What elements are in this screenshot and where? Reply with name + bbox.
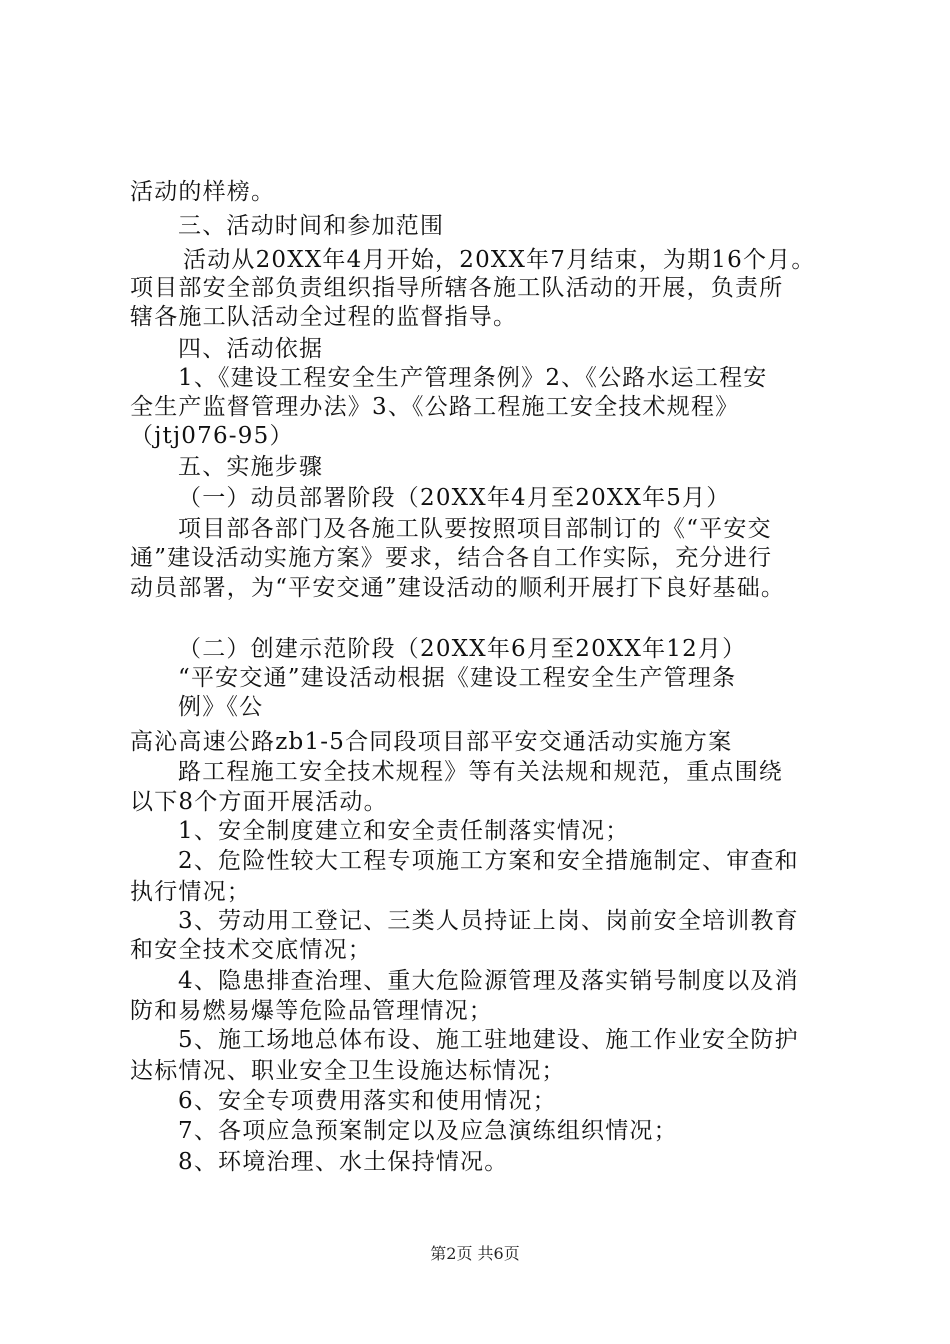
- list-item-continuation: 执行情况；: [130, 879, 251, 905]
- list-item: 8、环境治理、水土保持情况。: [178, 1149, 509, 1175]
- list-item-continuation: 达标情况、职业安全卫生设施达标情况；: [130, 1058, 566, 1084]
- list-item: 1、安全制度建立和安全责任制落实情况；: [178, 818, 630, 844]
- paragraph-line: 项目部安全部负责组织指导所辖各施工队活动的开展，负责所: [130, 275, 784, 301]
- paragraph-line: 路工程施工安全技术规程》等有关法规和规范，重点围绕: [178, 759, 783, 785]
- paragraph-line: 项目部各部门及各施工队要按照项目部制订的《“平安交: [178, 516, 772, 542]
- section-heading: 五、实施步骤: [178, 454, 324, 480]
- paragraph-line: 全生产监督管理办法》3、《公路工程施工安全技术规程》: [130, 394, 740, 420]
- section-heading: 三、活动时间和参加范围: [178, 213, 445, 239]
- paragraph-line: （jtj076-95）: [130, 423, 294, 449]
- paragraph-line: 例》《公: [178, 694, 264, 720]
- subsection-heading: （一）动员部署阶段（20XX年4月至20XX年5月）: [178, 485, 731, 511]
- paragraph-line: 辖各施工队活动全过程的监督指导。: [130, 304, 518, 330]
- paragraph-line: “平安交通”建设活动根据《建设工程安全生产管理条: [178, 665, 737, 691]
- list-item: 3、劳动用工登记、三类人员持证上岗、岗前安全培训教育: [178, 908, 799, 934]
- running-header: 高沁高速公路zb1-5合同段项目部平安交通活动实施方案: [130, 729, 733, 755]
- list-item: 2、危险性较大工程专项施工方案和安全措施制定、审查和: [178, 848, 799, 874]
- list-item: 5、施工场地总体布设、施工驻地建设、施工作业安全防护: [178, 1027, 799, 1053]
- paragraph-line: 动员部署，为“平安交通”建设活动的顺利开展打下良好基础。: [130, 575, 786, 601]
- subsection-heading: （二）创建示范阶段（20XX年6月至20XX年12月）: [178, 636, 747, 662]
- list-item-continuation: 和安全技术交底情况；: [130, 937, 372, 963]
- paragraph-line: 活动的样榜。: [130, 179, 276, 205]
- list-item: 4、隐患排查治理、重大危险源管理及落实销号制度以及消: [178, 968, 799, 994]
- paragraph-line: 以下8个方面开展活动。: [130, 789, 388, 815]
- paragraph-line: 1、《建设工程安全生产管理条例》2、《公路水运工程安: [178, 365, 768, 391]
- paragraph-line: 通”建设活动实施方案》要求，结合各自工作实际，充分进行: [130, 545, 773, 571]
- section-heading: 四、活动依据: [178, 336, 324, 362]
- paragraph-line: 活动从20XX年4月开始，20XX年7月结束，为期16个月。: [183, 247, 816, 273]
- list-item: 7、各项应急预案制定以及应急演练组织情况；: [178, 1118, 678, 1144]
- list-item: 6、安全专项费用落实和使用情况；: [178, 1088, 557, 1114]
- page-number-footer: 第2页 共6页: [430, 1244, 520, 1263]
- list-item-continuation: 防和易燃易爆等危险品管理情况；: [130, 998, 493, 1024]
